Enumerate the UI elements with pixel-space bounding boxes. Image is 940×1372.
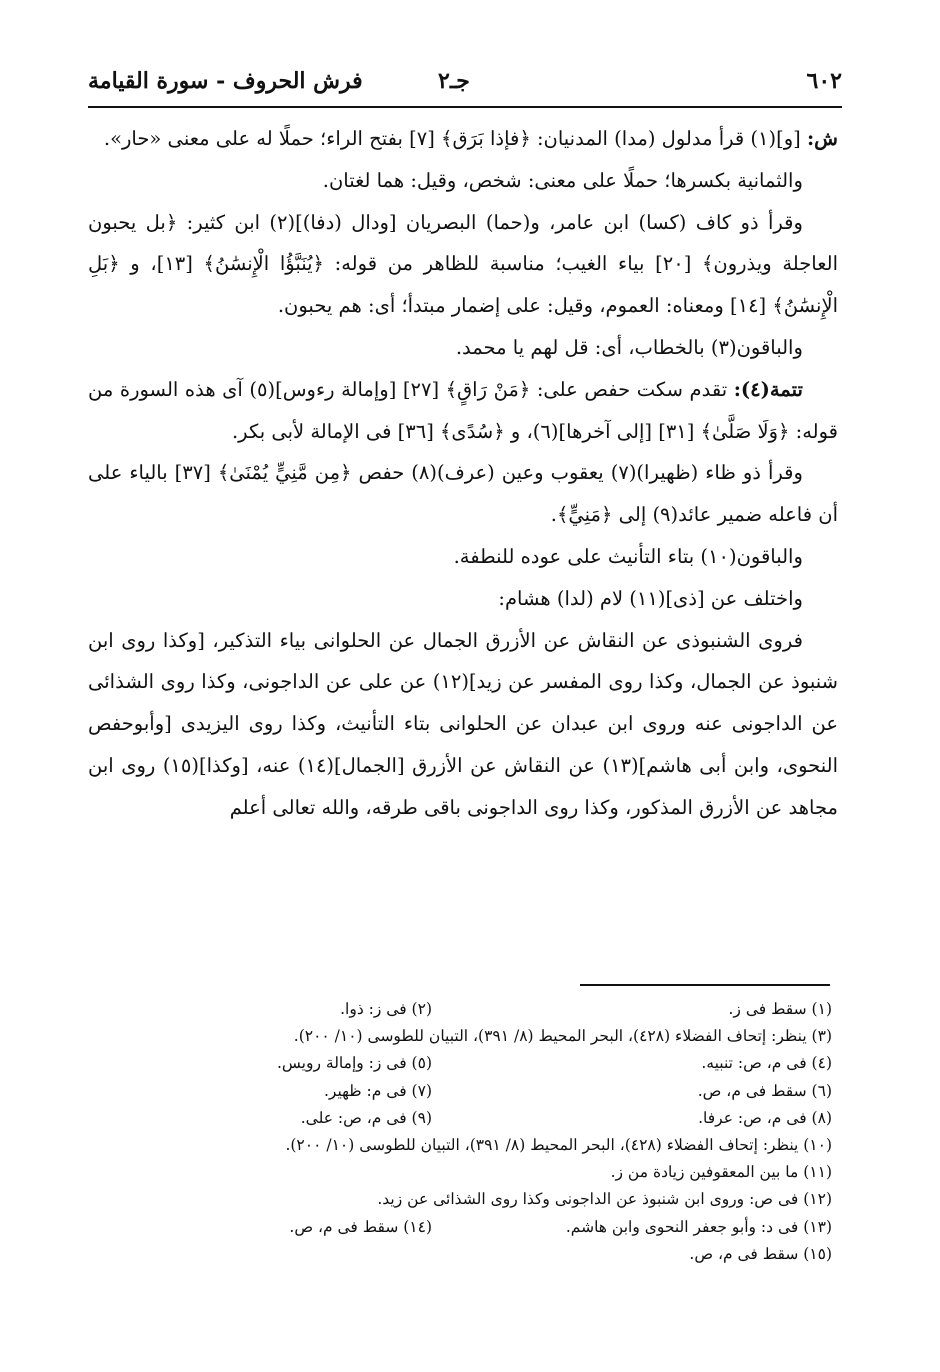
page-number: ٦٠٢ xyxy=(806,68,842,94)
main-text xyxy=(88,118,838,829)
footnote-row xyxy=(88,1186,832,1213)
volume-label: جـ٢ xyxy=(438,68,470,94)
footnote-divider xyxy=(580,984,830,986)
footnote: (٩) فى م، ص: على. xyxy=(300,1108,432,1127)
footnote: (١٠) ينظر: إتحاف الفضلاء (٤٢٨)، البحر المحيط (٨/ ٣٩١)، التبيان للطوسى (١٠/ ٢٠٠). xyxy=(285,1135,832,1154)
footnote: (٢) فى ز: ذوا. xyxy=(340,1000,432,1018)
footnote: (١٥) سقط فى م، ص. xyxy=(689,1244,832,1263)
running-header xyxy=(88,62,842,108)
footnote-row xyxy=(88,1050,832,1077)
paragraph-3: وقرأ ذو كاف (كسا) ابن عامر، و(حما) البصريان [ودال (دفا)](٢) ابن كثير: ﴿بل يحبون العاجلة ويذرون﴾ [٢٠] بياء الغيب؛ مناسبة للظاهر من قوله: ﴿يُنَبَّؤُا الْإِنسَٰنُ﴾ [١٣]، و ﴿بَلِ الْإِنسَٰنُ﴾ [١٤] ومعناه: العموم، وقيل: على إضمار مبتدأ؛ أى: هم يحبون. xyxy=(88,210,838,318)
footnotes xyxy=(88,996,832,1268)
paragraph-marker: تتمة(٤): xyxy=(733,377,803,401)
footnote: (١١) ما بين المعقوفين زيادة من ز. xyxy=(610,1163,832,1182)
paragraph-1 xyxy=(88,118,838,160)
paragraph-2: والثمانية بكسرها؛ حملًا على معنى: شخص، وقيل: هما لغتان. xyxy=(322,168,803,192)
footnote-row xyxy=(88,1159,832,1186)
footnote-row xyxy=(88,1241,832,1268)
paragraph-7: والباقون(١٠) بتاء التأنيث على عوده للنطفة. xyxy=(453,544,803,568)
footnote: (١٢) فى ص: وروى ابن شنبوذ عن الداجونى وكذا روى الشذائى عن زيد. xyxy=(377,1190,832,1209)
paragraph-9: فروى الشنبوذى عن النقاش عن الأزرق الجمال عن الحلوانى بياء التذكير، [وكذا روى ابن شنبوذ عن الجمال، وكذا روى المفسر عن زيد](١٢) عن على عن الداجونى، وكذا روى الشذائى عن الداجونى عنه وروى ابن عبدان عن الحلوانى بتاء التأنيث، وكذا روى اليزيدى [وأبوحفص النحوى، وابن أبى هاشم](١٣) عن النقاش عن الأزرق [الجمال](١٤) عنه، [وكذا](١٥) روى ابن مجاهد عن الأزرق المذكور، وكذا روى الداجونى باقى طرقه، والله تعالى أعلم xyxy=(88,628,839,819)
footnote: (١) سقط فى ز. xyxy=(728,1000,832,1018)
footnote: (١٤) سقط فى م، ص. xyxy=(289,1217,432,1236)
paragraph-marker: ش: xyxy=(806,127,838,150)
paragraph-text: [و](١) قرأ مدلول (مدا) المدنيان: ﴿فإذا بَرَق﴾ [٧] بفتح الراء؛ حملًا له على معنى «حار». xyxy=(103,127,807,150)
footnote: (٦) سقط فى م، ص. xyxy=(697,1081,832,1100)
footnote: (٧) فى م: ظهير. xyxy=(323,1081,432,1100)
footnote: (٣) ينظر: إتحاف الفضلاء (٤٢٨)، البحر المحيط (٨/ ٣٩١)، التبيان للطوسى (١٠/ ٢٠٠). xyxy=(293,1027,832,1046)
footnote-row xyxy=(88,1132,832,1159)
footnote-row xyxy=(88,1023,832,1050)
paragraph-5 xyxy=(88,369,838,453)
paragraph-8: واختلف عن [ذى](١١) لام (لدا) هشام: xyxy=(498,586,803,610)
chapter-title: فرش الحروف - سورة القيامة xyxy=(88,68,363,94)
footnote-row xyxy=(88,1078,832,1105)
footnote: (٤) فى م، ص: تنبيه. xyxy=(701,1054,832,1073)
paragraph-6: وقرأ ذو ظاء (ظهيرا)(٧) يعقوب وعين (عرف)(٨) حفص ﴿مِن مَّنِيٍّ يُمْنَىٰ﴾ [٣٧] بالياء على أن فاعله ضمير عائد(٩) إلى ﴿مَنِيٍّ﴾. xyxy=(88,461,838,527)
footnote-row xyxy=(88,1105,832,1132)
paragraph-text: تقدم سكت حفص على: ﴿مَنْ رَاقٍ﴾ [٢٧] [وإمالة رءوس](٥) آى هذه السورة من قوله: ﴿وَلَا صَلَّىٰ﴾ [٣١] [إلى آخرها](٦)، و ﴿سُدًى﴾ [٣٦] فى الإمالة لأبى بكر. xyxy=(88,377,838,443)
footnote: (٨) فى م، ص: عرفا. xyxy=(698,1108,832,1127)
footnote: (١٣) فى د: وأبو جعفر النحوى وابن هاشم. xyxy=(565,1217,832,1236)
footnote-row xyxy=(88,996,832,1023)
footnote-row xyxy=(88,1214,832,1241)
footnote: (٥) فى ز: وإمالة رويس. xyxy=(276,1054,432,1073)
paragraph-4: والباقون(٣) بالخطاب، أى: قل لهم يا محمد. xyxy=(455,335,803,359)
